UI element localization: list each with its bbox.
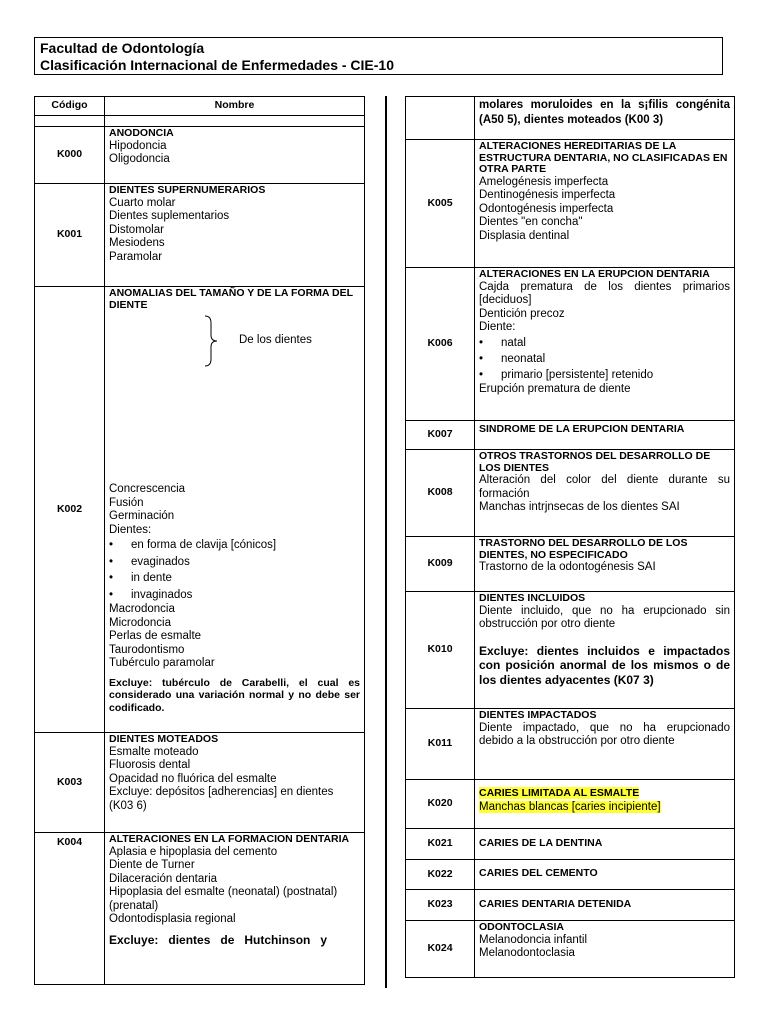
section-title: DIENTES IMPACTADOS — [479, 709, 597, 721]
name-cell — [475, 592, 735, 709]
code-cell: K009 — [406, 537, 475, 592]
code-cell: K004 — [35, 833, 105, 985]
list-item: Diente incluido, que no ha erupcionado sin obstrucción por otro diente — [479, 604, 730, 630]
table-row-k010 — [406, 592, 735, 709]
list-item: Cuarto molar — [109, 196, 176, 209]
section-title: ANOMALIAS DEL TAMAÑO Y DE LA FORMA DEL DIENTE — [109, 287, 353, 311]
list-item: Dientes: — [109, 523, 152, 536]
section-title: TRASTORNO DEL DESARROLLO DE LOS DIENTES, NO ESPECIFICADO — [479, 537, 688, 561]
code-cell: K023 — [406, 890, 475, 921]
column-header-code: Código — [35, 97, 105, 116]
list-item: Germinación — [109, 510, 175, 522]
code-cell: K021 — [406, 829, 475, 860]
table-row-k023 — [406, 890, 735, 921]
list-item: Alteración del color del diente durante su formación — [479, 474, 730, 500]
list-item: Oligodoncia — [109, 153, 170, 165]
name-cell — [105, 127, 365, 184]
list-item: Perlas de esmalte — [109, 630, 202, 642]
list-item: Diente de Turner — [109, 859, 195, 871]
bullet-item: • en forma de clavija [cónicos] — [109, 537, 360, 554]
list-item: Amelogénesis imperfecta — [479, 175, 609, 188]
continuation-text: molares moruloides en la s¡filis congénita (A50 5), dientes moteados (K00 3) — [479, 99, 730, 126]
code-cell: K022 — [406, 860, 475, 890]
table-row-continuation — [406, 97, 735, 140]
list-item: Manchas intrjnsecas de los dientes SAI — [479, 501, 680, 513]
table-row-k002 — [35, 287, 365, 733]
code-cell: K000 — [35, 127, 105, 184]
list-item: Concrescencia — [109, 483, 186, 495]
section-title: CARIES DEL CEMENTO — [479, 867, 598, 880]
name-cell — [475, 780, 735, 829]
name-cell — [475, 140, 735, 268]
code-cell — [406, 97, 475, 140]
left-code-table — [34, 96, 365, 985]
list-item: Esmalte moteado — [109, 745, 199, 758]
list-item: Dentición precoz — [479, 307, 565, 320]
table-row-k006 — [406, 268, 735, 421]
list-item: Fusión — [109, 496, 144, 509]
list-item: Trastorno de la odontogénesis SAI — [479, 561, 656, 573]
name-cell — [475, 890, 735, 921]
table-row-k000 — [35, 127, 365, 184]
list-item: Dilaceración dentaria — [109, 872, 218, 885]
exclusion-note: Excluye: tubérculo de Carabelli, el cual es considerado una variación normal y no debe ser codificado. — [109, 676, 360, 714]
name-cell — [475, 921, 735, 978]
section-title: OTROS TRASTORNOS DEL DESARROLLO DE LOS DIENTES — [479, 450, 711, 474]
section-title: ANODONCIA — [109, 127, 174, 139]
table-row-k022 — [406, 860, 735, 890]
list-item: Excluye: depósitos [adherencias] en dientes (K03 6) — [109, 786, 334, 812]
table-row-k004 — [35, 833, 365, 985]
curly-brace-icon — [203, 315, 219, 367]
list-item: Opacidad no fluórica del esmalte — [109, 772, 277, 785]
list-item: Dientes suplementarios — [109, 210, 230, 222]
list-item: Taurodontismo — [109, 643, 185, 656]
list-item: Microdoncia — [109, 616, 171, 629]
section-title: CARIES DE LA DENTINA — [479, 836, 603, 849]
brace-label: De los dientes — [239, 334, 312, 346]
spacer-cell — [35, 116, 105, 127]
section-title: ALTERACIONES HEREDITARIAS DE LA ESTRUCTURA DENTARIA, NO CLASIFICADAS EN OTRA PARTE — [479, 140, 728, 175]
name-cell — [105, 833, 365, 985]
bullet-item: • invaginados — [109, 587, 360, 604]
code-cell: K003 — [35, 733, 105, 833]
list-item: Hipodoncia — [109, 139, 167, 152]
section-title: DIENTES INCLUIDOS — [479, 592, 586, 604]
list-item: Tubérculo paramolar — [109, 657, 215, 669]
section-title: DIENTES MOTEADOS — [109, 733, 219, 745]
list-item: Displasia dentinal — [479, 229, 570, 242]
section-title: ALTERACIONES EN LA ERUPCION DENTARIA — [479, 268, 710, 280]
list-item: Odontogénesis imperfecta — [479, 202, 614, 215]
code-cell: K002 — [35, 287, 105, 733]
code-cell: K010 — [406, 592, 475, 709]
table-row-k005 — [406, 140, 735, 268]
exclusion-note: Excluye: dientes incluidos e impactados con posición anormal de los mismos o de los dientes adyacentes (K07 3) — [479, 643, 730, 687]
column-header-name: Nombre — [105, 97, 365, 116]
table-row-k021 — [406, 829, 735, 860]
code-cell: K005 — [406, 140, 475, 268]
section-title: ALTERACIONES EN LA FORMACION DENTARIA — [109, 833, 350, 845]
column-divider — [385, 96, 387, 988]
name-cell — [475, 860, 735, 890]
list-item: Melanodontoclasia — [479, 947, 575, 959]
list-item: Fluorosis dental — [109, 759, 191, 771]
table-row-k001 — [35, 184, 365, 287]
bullet-item: • neonatal — [479, 351, 730, 367]
list-item: Diente impactado, que no ha erupcionado debido a la obstrucción por otro diente — [479, 721, 730, 747]
name-cell — [475, 421, 735, 450]
name-cell — [105, 287, 365, 733]
exclusion-note: Excluye: dientes de Hutchinson y — [109, 932, 328, 947]
section-title: SINDROME DE LA ERUPCION DENTARIA — [479, 423, 685, 435]
section-title: ODONTOCLASIA — [479, 921, 564, 933]
code-cell: K007 — [406, 421, 475, 450]
code-cell: K001 — [35, 184, 105, 287]
name-cell — [475, 709, 735, 780]
code-cell: K006 — [406, 268, 475, 421]
faculty-title: Facultad de Odontología — [40, 40, 205, 56]
list-item: Dientes "en concha" — [479, 216, 583, 228]
bullet-item: • evaginados — [109, 554, 360, 571]
bullet-item: • natal — [479, 335, 730, 351]
name-cell — [475, 97, 735, 140]
bullet-item: • primario [persistente] retenido — [479, 367, 730, 383]
list-item: Paramolar — [109, 250, 163, 263]
code-cell: K024 — [406, 921, 475, 978]
table-row-k020 — [406, 780, 735, 829]
table-row-k011 — [406, 709, 735, 780]
list-item: Dentinogénesis imperfecta — [479, 189, 616, 201]
list-item: Hipoplasia del esmalte (neonatal) (postnatal) (prenatal) — [109, 886, 338, 912]
table-row-k009 — [406, 537, 735, 592]
bullet-item: • in dente — [109, 570, 360, 587]
table-row-k007 — [406, 421, 735, 450]
table-row-k008 — [406, 450, 735, 537]
list-item: Distomolar — [109, 223, 164, 236]
right-code-table — [405, 96, 735, 978]
list-item: Odontodisplasia regional — [109, 913, 236, 925]
highlighted-section-title: CARIES LIMITADA AL ESMALTE — [479, 787, 640, 799]
name-cell — [105, 184, 365, 287]
name-cell — [475, 268, 735, 421]
list-item: Aplasia e hipoplasia del cemento — [109, 845, 278, 858]
code-cell: K020 — [406, 780, 475, 829]
highlighted-list-item: Manchas blancas [caries incipiente] — [479, 800, 661, 813]
name-cell — [105, 733, 365, 833]
list-item: Erupción prematura de diente — [479, 382, 631, 395]
section-title: DIENTES SUPERNUMERARIOS — [109, 184, 266, 196]
spacer-cell — [105, 116, 365, 127]
list-item: Macrodoncia — [109, 603, 175, 615]
code-cell: K011 — [406, 709, 475, 780]
name-cell — [475, 450, 735, 537]
list-item: Cajda prematura de los dientes primarios [deciduos] — [479, 280, 730, 306]
brace-annotation — [109, 311, 360, 483]
table-row-k003 — [35, 733, 365, 833]
classification-title: Clasificación Internacional de Enfermedades - CIE-10 — [40, 57, 394, 73]
list-item: Mesiodens — [109, 237, 165, 249]
code-cell: K008 — [406, 450, 475, 537]
table-row-k024 — [406, 921, 735, 978]
document-header — [34, 37, 723, 75]
list-item: Diente: — [479, 321, 516, 333]
section-title: CARIES DENTARIA DETENIDA — [479, 897, 632, 910]
name-cell — [475, 829, 735, 860]
list-item: Melanodoncia infantil — [479, 933, 588, 946]
name-cell — [475, 537, 735, 592]
